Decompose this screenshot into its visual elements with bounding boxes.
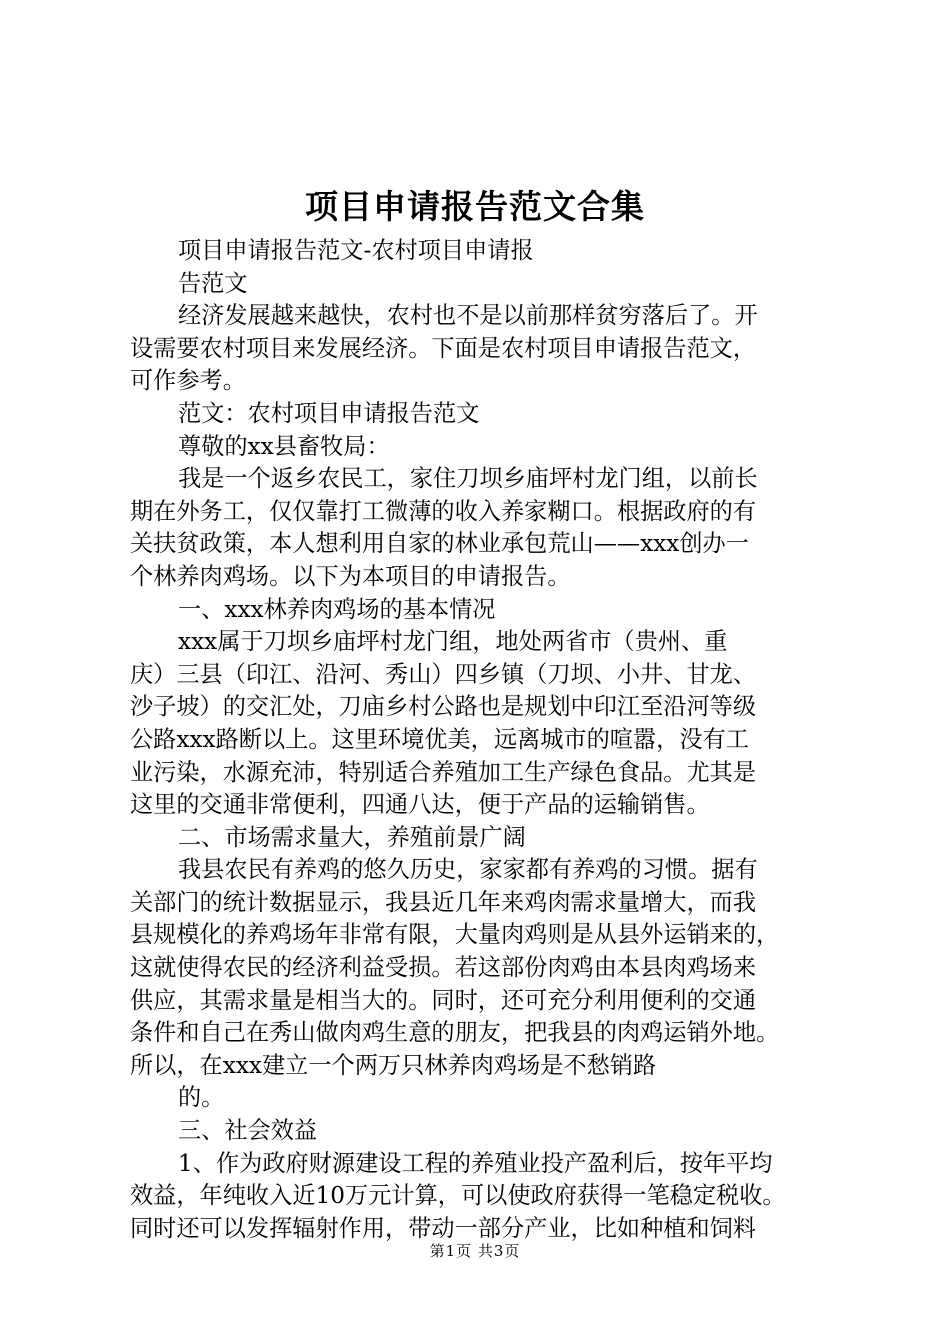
page-footer: 第1页 共3页	[429, 1242, 521, 1260]
text-line: 同时还可以发挥辐射作用，带动一部分产业，比如种植和饲料	[130, 1214, 757, 1242]
text-line: 业污染，水源充沛，特别适合养殖加工生产绿色食品。尤其是	[130, 758, 757, 786]
text-line: 项目申请报告范文-农村项目申请报	[178, 237, 534, 264]
text-line: 二、市场需求量大，养殖前景广阔	[178, 823, 526, 851]
text-line: 的。	[178, 1084, 225, 1112]
text-line: 关部门的统计数据显示，我县近几年来鸡肉需求量增大，而我	[130, 888, 757, 916]
text-line: 期在外务工，仅仅靠打工微薄的收入养家糊口。根据政府的有	[130, 497, 757, 525]
text-line: 县规模化的养鸡场年非常有限，大量肉鸡则是从县外运销来的，	[130, 921, 780, 949]
text-line: 我是一个返乡农民工，家住刀坝乡庙坪村龙门组，以前长	[178, 465, 758, 493]
text-line: 这就使得农民的经济利益受损。若这部份肉鸡由本县肉鸡场来	[130, 954, 757, 982]
text-line: 三、社会效益	[178, 1117, 318, 1145]
text-line: 公路xxx路断以上。这里环境优美，远离城市的喧嚣，没有工	[130, 725, 749, 753]
text-line: 告范文	[178, 269, 248, 297]
text-line: 一、xxx林养肉鸡场的基本情况	[178, 595, 496, 623]
text-line: 个林养肉鸡场。以下为本项目的申请报告。	[130, 562, 571, 590]
text-line: 设需要农村项目来发展经济。下面是农村项目申请报告范文，	[130, 334, 757, 362]
text-line: 关扶贫政策，本人想利用自家的林业承包荒山——xxx创办一	[130, 530, 749, 558]
text-line: 效益，年纯收入近10万元计算，可以使政府获得一笔稳定税收。	[130, 1182, 786, 1210]
text-line: 这里的交通非常便利，四通八达，便于产品的运输销售。	[130, 791, 710, 819]
text-line: 可作参考。	[130, 367, 246, 395]
text-line: 尊敬的xx县畜牧局：	[178, 432, 390, 460]
text-line: 1、作为政府财源建设工程的养殖业投产盈利后，按年平均	[178, 1149, 773, 1177]
text-line: 所以，在xxx建立一个两万只林养肉鸡场是不愁销路	[130, 1051, 657, 1079]
text-line: 供应，其需求量是相当大的。同时，还可充分利用便利的交通	[130, 986, 757, 1014]
text-line: 范文：农村项目申请报告范文	[178, 399, 480, 427]
text-line: 经济发展越来越快，农村也不是以前那样贫穷落后了。开	[178, 302, 758, 330]
document-title: 项目申请报告范文合集	[305, 187, 645, 226]
document-body	[130, 235, 842, 1245]
text-line: 我县农民有养鸡的悠久历史，家家都有养鸡的习惯。据有	[178, 856, 758, 884]
text-line: 沙子坡）的交汇处，刀庙乡村公路也是规划中印江至沿河等级	[130, 693, 757, 721]
text-line: 庆）三县（印江、沿河、秀山）四乡镇（刀坝、小井、甘龙、	[130, 660, 757, 688]
text-line: xxx属于刀坝乡庙坪村龙门组，地处两省市（贵州、重	[178, 628, 728, 656]
text-line: 条件和自己在秀山做肉鸡生意的朋友，把我县的肉鸡运销外地。	[130, 1019, 780, 1047]
